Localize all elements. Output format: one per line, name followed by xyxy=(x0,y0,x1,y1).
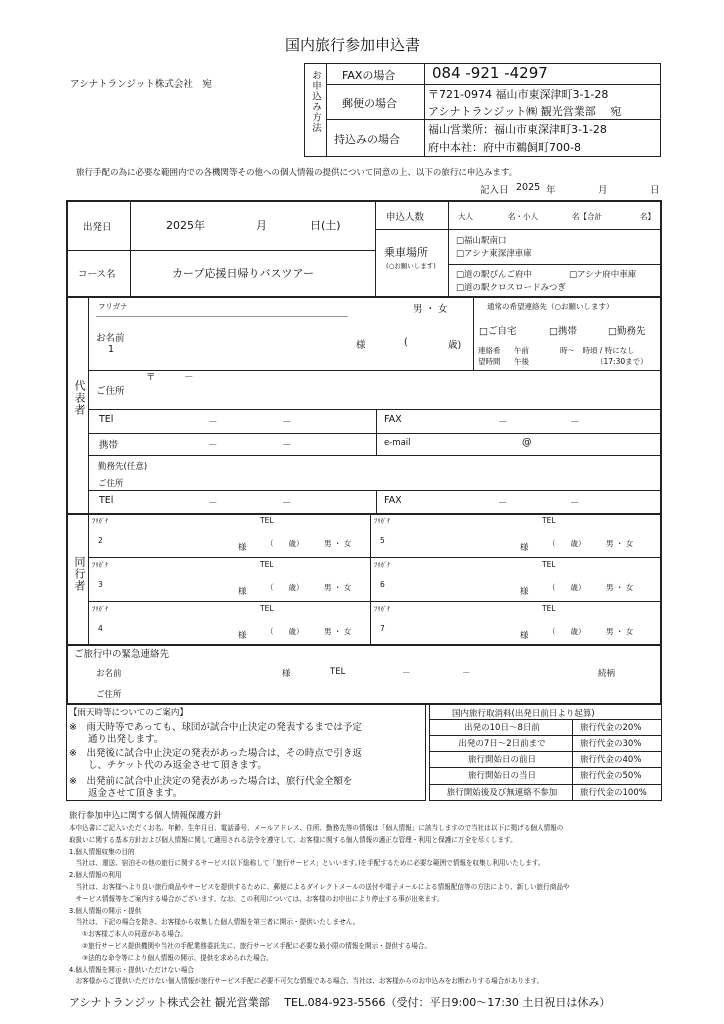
companion-tel-label: TEL xyxy=(542,516,556,525)
privacy-line: 4.個人情報を開示・提供いただけない場合 xyxy=(69,965,194,974)
companion-furigana-label: ﾌﾘｶﾞﾅ xyxy=(374,605,391,613)
companion-tel-label: TEL xyxy=(542,560,556,569)
rep-email-label: e-mail xyxy=(384,438,411,448)
total-count[interactable]: 名【合計 xyxy=(572,212,602,221)
rep-age-open: ( xyxy=(404,337,408,348)
privacy-line: 本申込書にご記入いただくお名、年齢、生年月日、電話番号、メールアドレス、住所、勤務先等の情報は「個人情報」に該当しますので当社は以下に掲げる個人情報の xyxy=(69,824,564,832)
entry-date-month-unit: 月 xyxy=(598,185,608,196)
pref-mobile[interactable]: □携帯 xyxy=(549,326,577,337)
companion-gender[interactable]: 男 ・ 女 xyxy=(324,539,352,548)
privacy-line: ②旅行サービス提供機関や当社の手配業務委託先に、旅行サービス手配に必要な最小限の情報を開示・提供する場合。 xyxy=(69,942,431,950)
companion-number: 3 xyxy=(98,580,103,589)
boarding-option-fukuyama[interactable]: □福山駅南口 xyxy=(456,236,507,246)
applicants-label: 申込人数 xyxy=(386,212,425,223)
rep-age-close: 歳) xyxy=(448,340,462,351)
companion-number: 5 xyxy=(380,536,385,545)
cancel-period: 旅行開始日の当日 xyxy=(467,771,536,781)
rain-title: 【雨天時等についてのご案内】 xyxy=(69,708,188,718)
companion-age[interactable]: （ 歳） xyxy=(266,583,304,592)
rep-work-tel-label: TEl xyxy=(99,495,114,506)
bring-label: 持込みの場合 xyxy=(334,133,400,146)
rain-note1a: ※ 雨天時等であっても、球団が試合中止決定の発表するまでは予定 xyxy=(69,722,362,733)
companion-furigana-label: ﾌﾘｶﾞﾅ xyxy=(374,561,391,569)
privacy-line: 3.個人情報の開示・提供 xyxy=(69,906,142,915)
companion-tel-label: TEL xyxy=(260,516,274,525)
rep-fax-dash1: － xyxy=(498,417,508,428)
cancel-period: 旅行開始後及び無連絡不参加 xyxy=(446,788,558,798)
companion-sama: 様 xyxy=(238,587,247,597)
cancel-fee: 旅行代金の20% xyxy=(580,723,642,733)
departure-year[interactable]: 2025年 xyxy=(166,219,205,232)
rep-fax-dash2: － xyxy=(570,417,580,428)
contact-time[interactable]: 時～ 時頃 / 特になし xyxy=(560,346,635,355)
contact-am[interactable]: 午前 xyxy=(514,346,529,355)
cancel-period: 出発の10日～8日前 xyxy=(464,723,540,733)
adult-count[interactable]: 大人 xyxy=(458,212,473,221)
rep-email-at: @ xyxy=(522,437,532,448)
companion-furigana-label: ﾌﾘｶﾞﾅ xyxy=(92,517,109,525)
companion-furigana-label: ﾌﾘｶﾞﾅ xyxy=(92,605,109,613)
cancel-period: 旅行開始日の前日 xyxy=(467,755,536,765)
rain-note3b: 返金させて頂きます。 xyxy=(69,788,183,799)
companion-sama: 様 xyxy=(520,543,529,553)
companion-number: 4 xyxy=(98,624,103,633)
rep-sama: 様 xyxy=(356,340,366,351)
pref-work[interactable]: □勤務先 xyxy=(608,326,646,337)
rep-work-label: 勤務先(任意) xyxy=(98,462,148,472)
privacy-title: 旅行参加申込に関する個人情報保護方針 xyxy=(69,811,223,821)
privacy-line: サービス情報等をご案内する場合がございます。なお、この利用については、お客様のお申出により停止する事が出来ます。 xyxy=(69,894,444,903)
boarding-label: 乗車場所 xyxy=(384,246,428,259)
emergency-tel-dash1: － xyxy=(402,669,411,679)
rep-side-label: 代表者 xyxy=(73,380,86,416)
companion-tel-label: TEL xyxy=(260,604,274,613)
rep-work-address-label: ご住所 xyxy=(98,479,124,489)
privacy-line: ①お客様ご本人の同意がある場合。 xyxy=(69,930,188,939)
mail-recipient: アシナトランジット㈱ 観光営業部 宛 xyxy=(428,105,622,118)
entry-date-year[interactable]: 2025 xyxy=(516,182,541,193)
companion-sama: 様 xyxy=(238,631,247,641)
emergency-title: ご旅行中の緊急連絡先 xyxy=(74,649,170,660)
rep-gender[interactable]: 男 ・ 女 xyxy=(413,304,448,315)
emergency-tel-dash2: － xyxy=(462,669,471,679)
privacy-line: ③法的な命令等により個人情報の開示、提供を求められた場合。 xyxy=(69,953,273,962)
companion-gender[interactable]: 男 ・ 女 xyxy=(324,583,352,592)
companion-age[interactable]: （ 歳） xyxy=(548,627,586,636)
pref-contact-title: 通常の希望連絡先（○お願いします） xyxy=(487,302,614,311)
privacy-line: お客様からご提供いただけない個人情報が旅行サービス手配に必要不可欠な情報である場合、当社は、お客様からのお申込みをお断わりする場合があります。 xyxy=(69,977,544,986)
privacy-line: 当社は、運送、宿泊その他の旅行に関するサービス(以下総称して「旅行サービス」といいます。)を手配するために必要な範囲で情報を収集し利用いたします。 xyxy=(69,859,545,868)
mail-address: 〒721-0974 福山市東深津町3-1-28 xyxy=(428,88,609,101)
privacy-line: 1.個人情報収集の目的 xyxy=(69,847,135,856)
rep-work-tel-dash2: － xyxy=(282,498,292,509)
course-label: コース名 xyxy=(78,269,116,280)
rep-fax-label: FAX xyxy=(384,414,402,425)
boarding-note: (○お願いします) xyxy=(386,262,436,270)
companion-number: 6 xyxy=(380,580,385,589)
rep-tel-dash2: － xyxy=(282,417,292,428)
cancel-fee: 旅行代金の30% xyxy=(580,739,642,749)
companion-number: 7 xyxy=(380,624,385,633)
boarding-option-crossroad[interactable]: □道の駅クロスロードみつぎ xyxy=(456,283,566,293)
contact-until: （17:30まで） xyxy=(596,357,648,366)
privacy-line: 当社は、下記の場合を除き、お客様から収集した個人情報を第三者に開示・提供いたしません。 xyxy=(69,918,360,927)
companion-tel-label: TEL xyxy=(542,604,556,613)
privacy-line: 当社は、お客様へより良い旅行商品やサービスを提供するために、郵便によるダイレクトメールの送付や電子メールによる情報配信等の方法により、新しい旅行商品や xyxy=(69,883,570,891)
rain-note1b: 通り出発します。 xyxy=(69,734,164,745)
rep-mobile-dash2: － xyxy=(282,440,292,451)
companion-furigana-label: ﾌﾘｶﾞﾅ xyxy=(374,517,391,525)
contact-pm[interactable]: 午後 xyxy=(514,357,529,366)
companion-age[interactable]: （ 歳） xyxy=(548,539,586,548)
rep-postal[interactable]: 〒 － xyxy=(146,372,194,383)
entry-date-label: 記入日 xyxy=(480,185,509,196)
cancel-fee: 旅行代金の40% xyxy=(580,755,642,765)
companion-furigana-label: ﾌﾘｶﾞﾅ xyxy=(92,561,109,569)
fax-label: FAXの場合 xyxy=(342,69,396,82)
companion-tel-label: TEL xyxy=(260,560,274,569)
rain-note2b: し、チケット代のみ返金させて頂きます。 xyxy=(69,760,267,771)
companion-age[interactable]: （ 歳） xyxy=(266,627,304,636)
rep-tel-dash1: － xyxy=(208,417,218,428)
cancel-fee: 旅行代金の100% xyxy=(580,788,647,798)
departure-month[interactable]: 月 xyxy=(256,219,267,232)
cancel-period: 出発の7日～2日前まで xyxy=(458,739,546,749)
rep-name-label: お名前 xyxy=(96,333,125,344)
rain-note3a: ※ 出発前に試合中止決定の発表があった場合は、旅行代金全額を xyxy=(69,776,353,787)
cancel-title: 国内旅行取消料(出発日前日より起算) xyxy=(452,709,595,719)
rep-work-fax-label: FAX xyxy=(384,495,402,506)
companion-gender[interactable]: 男 ・ 女 xyxy=(606,539,634,548)
boarding-option-fuchu-garage[interactable]: □アシナ府中車庫 xyxy=(569,270,637,280)
cancel-fee: 旅行代金の50% xyxy=(580,771,642,781)
consent-notice: 旅行手配の為に必要な範囲内での各機関等その他への個人情報の提供について同意の上、以下の旅行に申込みます。 xyxy=(76,168,518,178)
contact-time-label2: 望時間 xyxy=(478,357,501,366)
rep-furigana-label: フリガナ xyxy=(98,302,128,311)
emergency-sama: 様 xyxy=(282,669,291,679)
emergency-tel-label: TEL xyxy=(330,667,346,677)
companion-number: 2 xyxy=(98,536,103,545)
pref-home[interactable]: □ご自宅 xyxy=(479,326,517,337)
child-count[interactable]: 名・小人 xyxy=(508,212,538,221)
rain-note2a: ※ 出発後に試合中止決定の発表があった場合は、その時点で引き返 xyxy=(69,748,362,759)
companion-age[interactable]: （ 歳） xyxy=(266,539,304,548)
departure-day[interactable]: 日(土) xyxy=(310,219,341,232)
companion-gender[interactable]: 男 ・ 女 xyxy=(324,627,352,636)
rep-work-tel-dash1: － xyxy=(208,498,218,509)
fax-number: 084 -921 -4297 xyxy=(432,64,548,82)
footer-contact: アシナトランジット株式会社 観光営業部 TEL.084-923-5566（受付：平日9:00～17:30 土日祝日は休み） xyxy=(69,996,611,1009)
rep-tel-label: TEl xyxy=(99,414,114,425)
entry-date-year-unit: 年 xyxy=(546,185,556,196)
boarding-option-higashifukatsu[interactable]: □アシナ東深津車庫 xyxy=(456,249,532,259)
boarding-option-bingo-fuchu[interactable]: □道の駅びんご府中 xyxy=(456,270,533,280)
bring-fukuyama: 福山営業所：福山市東深津町3-1-28 xyxy=(428,123,607,136)
entry-date-day-unit: 日 xyxy=(650,185,660,196)
rep-address-label: ご住所 xyxy=(96,386,125,397)
rep-mobile-label: 携帯 xyxy=(99,440,119,451)
rep-mobile-dash1: － xyxy=(208,440,218,451)
contact-time-label1: 連絡希 xyxy=(478,346,501,355)
companion-gender[interactable]: 男 ・ 女 xyxy=(606,627,634,636)
course-name: カープ応援日帰りバスツアー xyxy=(172,267,315,280)
companion-sama: 様 xyxy=(520,631,529,641)
emergency-name-label: お名前 xyxy=(96,669,122,679)
companion-age[interactable]: （ 歳） xyxy=(548,583,586,592)
rep-work-fax-dash2: － xyxy=(570,498,580,509)
companion-sama: 様 xyxy=(238,543,247,553)
emergency-relation-label: 続柄 xyxy=(598,669,616,679)
privacy-line: 2.個人情報の利用 xyxy=(69,871,122,880)
total-count-end: 名】 xyxy=(640,212,655,221)
privacy-line: 取扱いに関する基本方針および個人情報に関して適用される法令を遵守して、お客様に関する個人情報の適正な管理・利用と保護に万全を尽くします。 xyxy=(69,835,517,844)
company-name: アシナトランジット株式会社 宛 xyxy=(70,79,212,90)
page-title: 国内旅行参加申込書 xyxy=(285,36,421,54)
departure-label: 出発日 xyxy=(83,222,112,233)
rep-number: 1 xyxy=(108,344,115,355)
bring-fuchu: 府中本社：府中市鵜飼町700-8 xyxy=(428,141,581,154)
method-side-label: お申込み方法 xyxy=(310,70,321,133)
rep-work-fax-dash1: － xyxy=(498,498,508,509)
mail-label: 郵便の場合 xyxy=(342,97,397,110)
emergency-address-label: ご住所 xyxy=(96,690,122,700)
companion-gender[interactable]: 男 ・ 女 xyxy=(606,583,634,592)
companion-side-label: 同行者 xyxy=(73,556,86,592)
companion-sama: 様 xyxy=(520,587,529,597)
